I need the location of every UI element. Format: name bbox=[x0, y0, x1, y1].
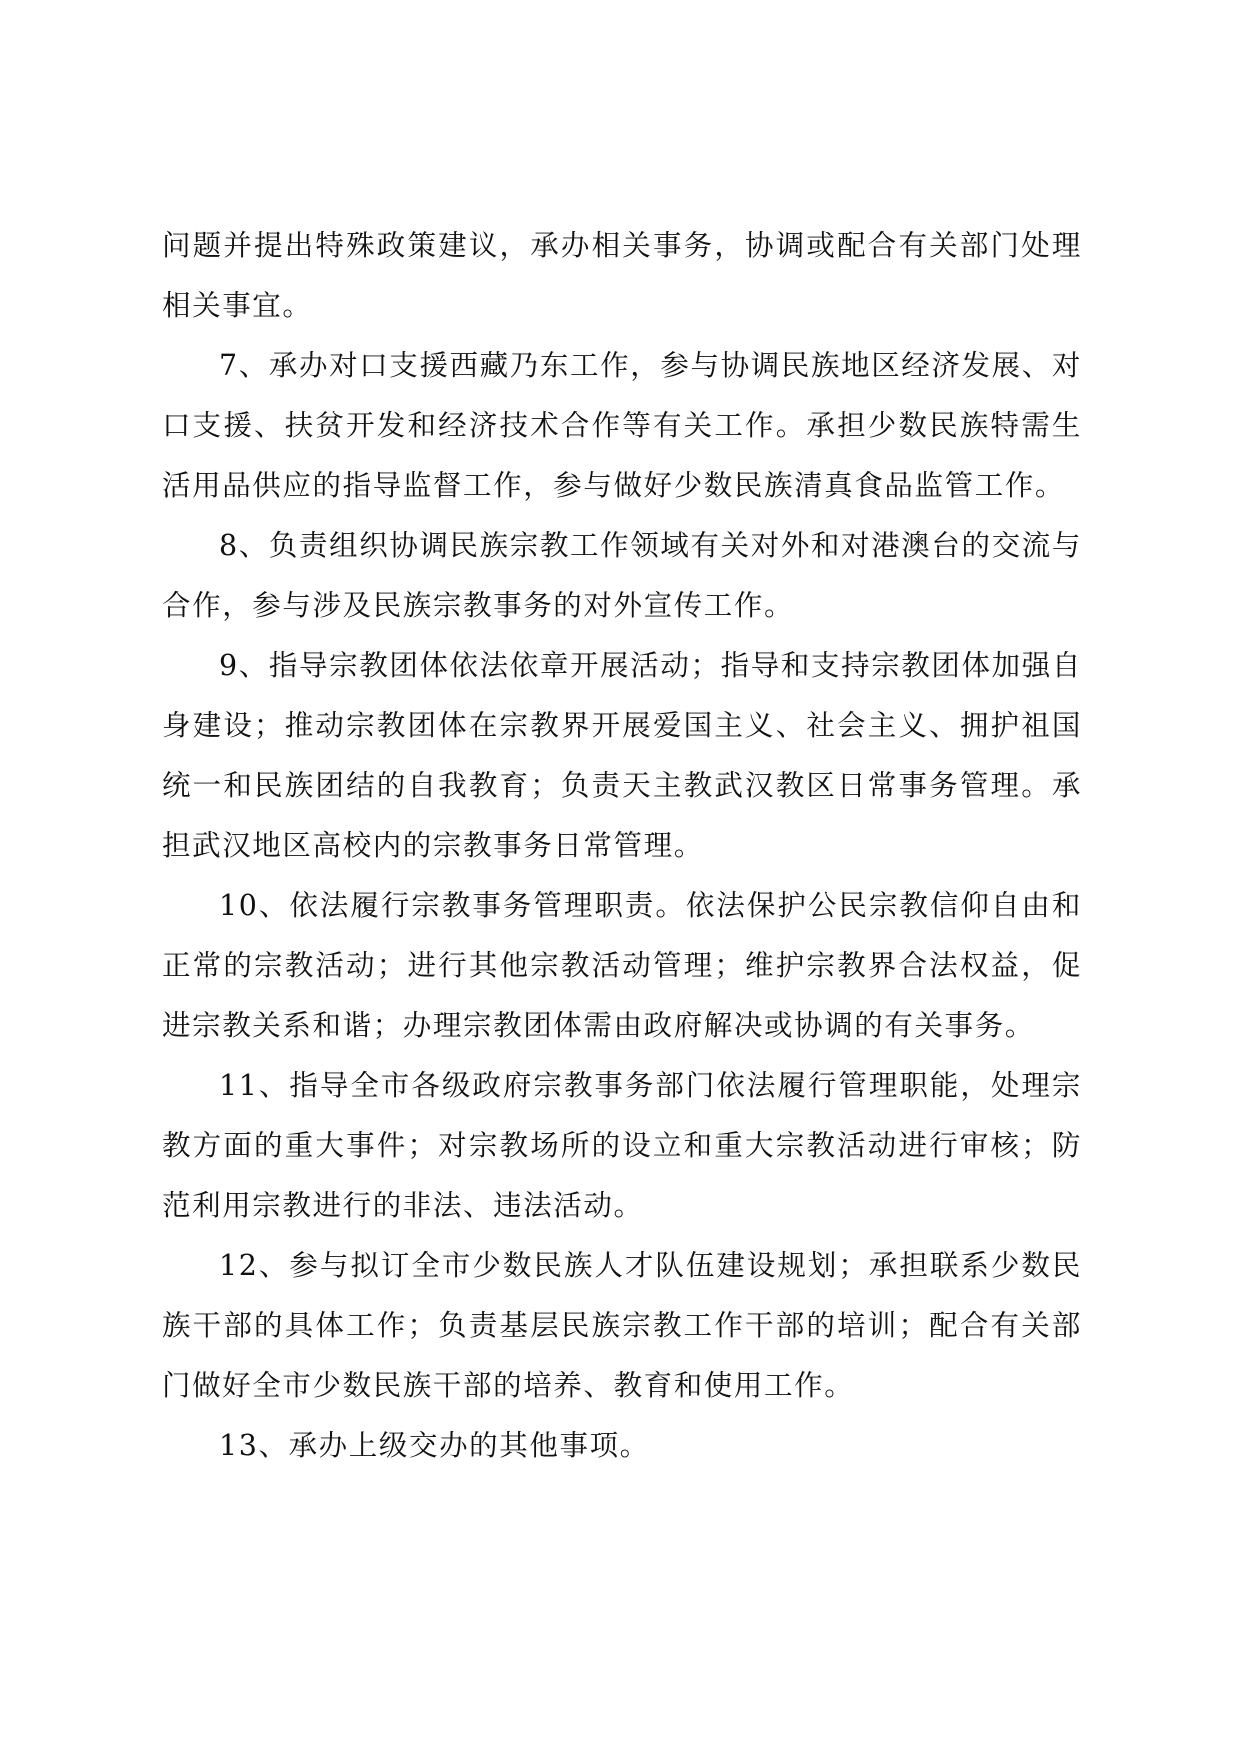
paragraph-item-13: 13、承办上级交办的其他事项。 bbox=[219, 1429, 650, 1462]
paragraph-item-7: 7、承办对口支援西藏乃东工作，参与协调民族地区经济发展、对口支援、扶贫开发和经济技术合作等有关工作。承担少数民族特需生活用品供应的指导监督工作，参与做好少数民族清真食品监管工作。 bbox=[162, 349, 1082, 502]
document-body bbox=[162, 216, 1082, 1476]
paragraph-item-11: 11、指导全市各级政府宗教事务部门依法履行管理职能，处理宗教方面的重大事件；对宗教场所的设立和重大宗教活动进行审核；防范利用宗教进行的非法、违法活动。 bbox=[162, 1069, 1082, 1222]
paragraph-item-10: 10、依法履行宗教事务管理职责。依法保护公民宗教信仰自由和正常的宗教活动；进行其他宗教活动管理；维护宗教界合法权益，促进宗教关系和谐；办理宗教团体需由政府解决或协调的有关事务。 bbox=[162, 889, 1082, 1042]
paragraph-item-9: 9、指导宗教团体依法依章开展活动；指导和支持宗教团体加强自身建设；推动宗教团体在宗教界开展爱国主义、社会主义、拥护祖国统一和民族团结的自我教育；负责天主教武汉教区日常事务管理。承担武汉地区高校内的宗教事务日常管理。 bbox=[162, 649, 1082, 862]
paragraph-continuation: 问题并提出特殊政策建议，承办相关事务，协调或配合有关部门处理相关事宜。 bbox=[162, 229, 1082, 322]
paragraph-item-12: 12、参与拟订全市少数民族人才队伍建设规划；承担联系少数民族干部的具体工作；负责基层民族宗教工作干部的培训；配合有关部门做好全市少数民族干部的培养、教育和使用工作。 bbox=[162, 1249, 1082, 1402]
paragraph-item-8: 8、负责组织协调民族宗教工作领域有关对外和对港澳台的交流与合作，参与涉及民族宗教事务的对外宣传工作。 bbox=[162, 529, 1082, 622]
